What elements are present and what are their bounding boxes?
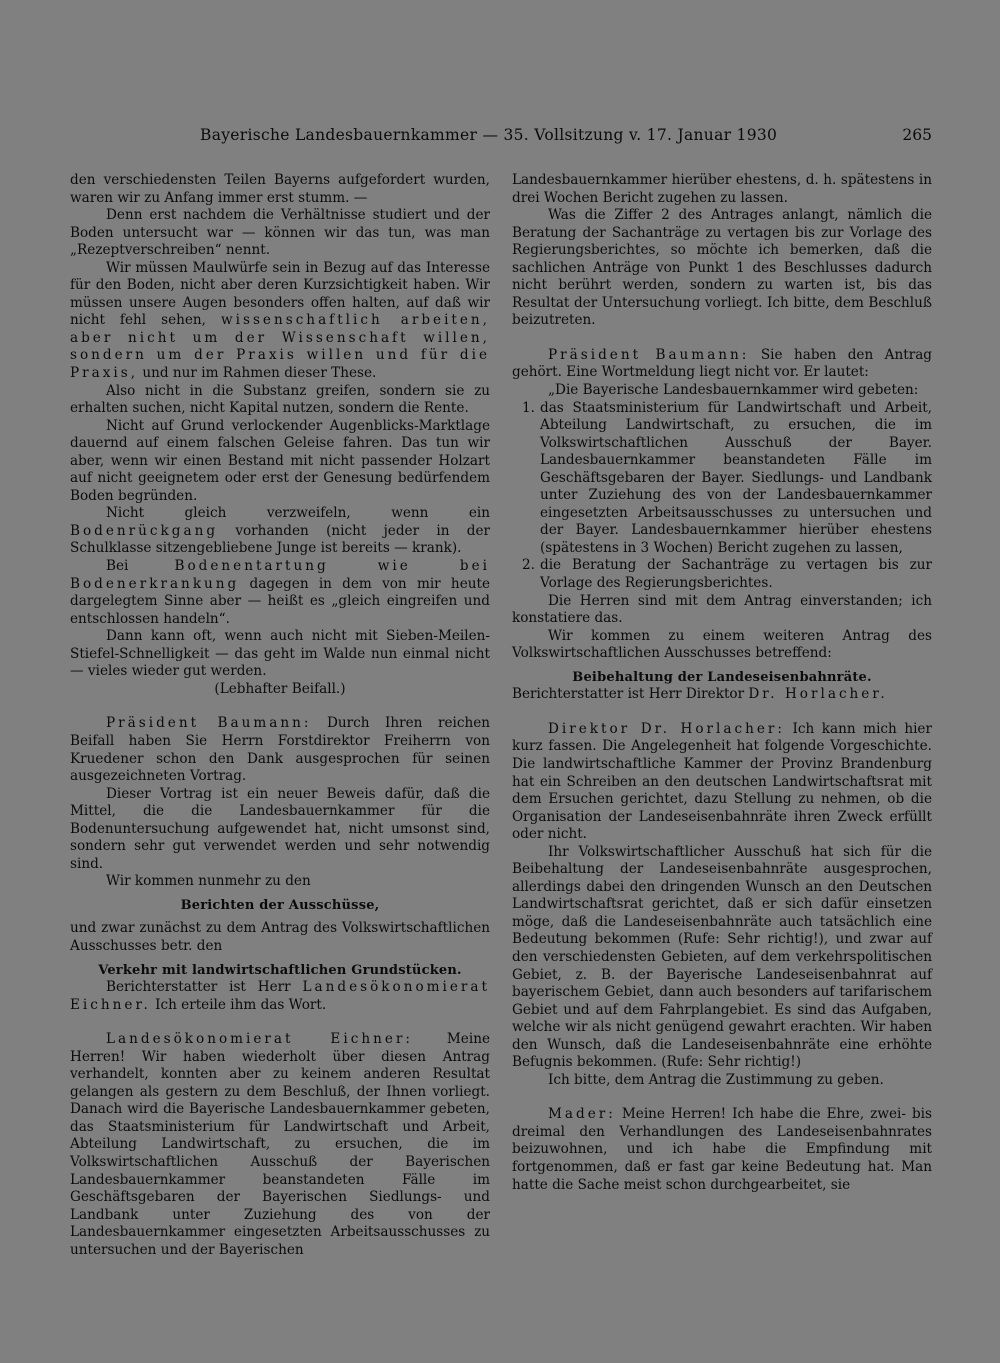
page-header <box>70 126 932 150</box>
paragraph <box>70 260 490 383</box>
paragraph: Landesbauernkammer hierüber ehestens, d. h. spätestens in drei Wochen Bericht zugehen zu lassen. <box>512 172 932 206</box>
section-heading: Berichten der Ausschüsse, <box>180 897 380 913</box>
applause-note: (Lebhafter Beifall.) <box>214 680 346 697</box>
quote-intro: „Die Bayerische Landesbauernkammer wird gebeten: <box>548 382 919 399</box>
text-run: Sie haben den Antrag gehört. Eine Wortmeldung liegt nicht vor. Er lautet: <box>512 346 932 381</box>
text-run: dagegen in dem von mir heute dargelegtem Sinne aber — heißt es „gleich eingreifen und entschlossen handeln“. <box>70 575 490 627</box>
speaker-name: Präsident Baumann: <box>548 346 750 363</box>
list-item <box>512 557 932 592</box>
spacer <box>70 1014 490 1031</box>
paragraph <box>70 1031 490 1259</box>
list-number: 2. <box>522 557 535 574</box>
list-text: das Staatsministerium für Landwirtschaft und Arbeit, Abteilung Landwirtschaft, zu ersuchen, die im Volkswirtschaftlichen Ausschuß der Bayer. Landesbauernkammer beanstandeten Fälle im Geschäftsgebaren der Bayer. Siedlungs- und Landbank unter Zuziehung des von der Landesbauernkammer eingesetzten Arbeitsausschusses zu untersuchen und der Bayer. Landesbauernkammer hierüber ehestens (spätestens in 3 Wochen) Bericht zugehen zu lassen, <box>540 399 932 556</box>
speaker-name: Landesökonomierat Eichner: <box>106 1031 413 1048</box>
text-run: Durch Ihren reichen Beifall haben Sie Herrn Forstdirektor Freiherrn von Kruedener schon den Dank ausgesprochen für seinen ausgezeichneten Vortrag. <box>70 715 490 785</box>
section-heading: Verkehr mit landwirtschaftlichen Grundstücken. <box>98 962 462 978</box>
list-text: die Beratung der Sachanträge zu vertagen bis zur Vorlage des Regierungsberichtes. <box>540 557 932 592</box>
paragraph <box>70 558 490 628</box>
spaced-emphasis: wissenschaftlich arbeiten, aber nicht um der Wissenschaft willen, sondern um der Praxis willen und für die Praxis, <box>70 312 490 382</box>
paragraph: den verschiedensten Teilen Bayerns aufgefordert wurden, waren wir zu Anfang immer erst stumm. — <box>70 172 490 206</box>
spacer <box>512 1089 932 1106</box>
paragraph <box>512 347 932 382</box>
text-run: und nur im Rahmen dieser These. <box>138 365 377 382</box>
list-item <box>512 400 932 558</box>
text-run: Berichterstatter ist Herr <box>106 979 303 996</box>
running-title: Bayerische Landesbauernkammer — 35. Vollsitzung v. 17. Januar 1930 <box>200 126 778 144</box>
left-column <box>70 172 490 1259</box>
spacer <box>512 330 932 347</box>
paragraph: Denn erst nachdem die Verhältnisse studiert und der Boden untersucht war — können wir das tun, was man „Rezeptverschreiben“ nennt. <box>70 207 490 259</box>
text-run: vorhanden (nicht jeder in der Schulklasse sitzengebliebene Junge ist bereits — krank). <box>70 522 490 557</box>
paragraph <box>70 505 490 558</box>
text-run: Berichterstatter ist Herr Direktor <box>512 686 749 703</box>
resolution-list <box>512 400 932 593</box>
text-run: Ich erteile ihm das Wort. <box>150 996 327 1013</box>
paragraph: Also nicht in die Substanz greifen, sondern sie zu erhalten suchen, nicht Kapital nutzen, sondern die Rente. <box>70 382 490 417</box>
paragraph <box>70 979 490 1014</box>
paragraph: Wir kommen nunmehr zu den <box>106 873 311 890</box>
text-run: Bei <box>106 558 175 575</box>
paragraph <box>512 1106 932 1194</box>
right-column <box>512 172 932 1194</box>
paragraph <box>512 721 932 844</box>
paragraph: Wir kommen zu einem weiteren Antrag des Volkswirtschaftlichen Ausschusses betreffend: <box>512 627 932 662</box>
paragraph: Die Herren sind mit dem Antrag einverstanden; ich konstatiere das. <box>512 592 932 627</box>
spaced-emphasis: Bodenentartung wie bei Bodenerkrankung <box>70 558 491 592</box>
paragraph: Nicht auf Grund verlockender Augenblicks-Marktlage dauernd auf einem falschen Geleise fahren. Das tun wir aber, wenn wir einen Bestand mit nicht passender Holzart auf nicht geeignetem oder erst der Genesung bedürfendem Boden begründen. <box>70 417 490 504</box>
spacer <box>70 698 490 715</box>
paragraph: und zwar zunächst zu dem Antrag des Volkswirtschaftlichen Ausschusses betr. den <box>70 920 490 954</box>
paragraph: Was die Ziffer 2 des Antrages anlangt, nämlich die Beratung der Sachanträge zu vertagen bis zur Vorlage des Regierungsberichtes, so möchte ich bemerken, daß die sachlichen Anträge von Punkt 1 des Beschlusses dadurch nicht berührt werden, sondern zu warten ist, bis das Resultat der Untersuchung vorliegt. Ich bitte, dem Beschluß beizutreten. <box>512 207 932 329</box>
text-run: Nicht gleich verzweifeln, wenn ein <box>106 505 490 522</box>
spaced-emphasis: Landesökonomierat Eichner. <box>70 979 490 1013</box>
speaker-name: Direktor Dr. Horlacher: <box>548 720 785 737</box>
page-number: 265 <box>902 126 932 144</box>
spaced-emphasis: Bodenrückgang <box>70 522 219 539</box>
text-run: Meine Herren! Wir haben wiederholt über diesen Antrag verhandelt, konnten aber zu keinem anderen Resultat gelangen als gestern zu dem Beschluß, der Ihnen vorliegt. Danach wird die Bayerische Landesbauernkammer gebeten, das Staatsministerium für Landwirtschaft und Arbeit, Abteilung Landwirtschaft, zu ersuchen, die im Volkswirtschaftlichen Ausschuß der Bayerischen Landesbauernkammer beanstandeten Fälle im Geschäftsgebaren der Bayerischen Siedlungs- und Landbank unter Zuziehung des von der Landesbauernkammer eingesetzten Arbeitsausschusses zu untersuchen und der Bayerischen <box>70 1031 490 1258</box>
section-heading: Beibehaltung der Landeseisenbahnräte. <box>572 669 872 685</box>
text-run: Meine Herren! Ich habe die Ehre, zwei- bis dreimal den Verhandlungen des Landeseisenbahnrates beizuwohnen, und ich habe die Empfindung mit fortgenommen, daß er fast gar keine Bedeutung hat. Man hatte die Sache meist schon durchgearbeitet, sie <box>512 1106 932 1193</box>
paragraph: Dieser Vortrag ist ein neuer Beweis dafür, daß die Mittel, die die Landesbauernkammer für die Bodenuntersuchung aufgewendet hat, nicht umsonst sind, sondern sehr gut verwendet werden und sehr notwendig sind. <box>70 785 490 872</box>
paragraph <box>512 686 932 704</box>
speaker-name: Mader: <box>548 1106 616 1123</box>
list-number: 1. <box>522 399 535 416</box>
paragraph: Ich bitte, dem Antrag die Zustimmung zu geben. <box>548 1071 884 1088</box>
text-run: Ich kann mich hier kurz fassen. Die Angelegenheit hat folgende Vorgeschichte. Die landwirtschaftliche Kammer der Provinz Brandenburg hat ein Schreiben an den deutschen Landwirtschaftsrat mit dem Ersuchen gerichtet, dazu Stellung zu nehmen, ob die Organisation der Landeseisenbahnräte ihren Zweck erfüllt oder nicht. <box>512 720 932 843</box>
paragraph: Dann kann oft, wenn auch nicht mit Sieben-Meilen-Stiefel-Schnelligkeit — das geht im Walde nun einmal nicht — vieles wieder gut werden. <box>70 628 490 680</box>
paragraph <box>70 715 490 785</box>
text-run: Wir müssen Maulwürfe sein in Bezug auf das Interesse für den Boden, nicht aber deren Kurzsichtigkeit haben. Wir müssen unsere Augen besonders offen halten, auf daß wir nicht fehl sehen, <box>70 259 490 329</box>
spaced-emphasis: Dr. Horlacher. <box>748 686 888 703</box>
spacer <box>512 704 932 721</box>
speaker-name: Präsident Baumann: <box>106 715 312 732</box>
paragraph: Ihr Volkswirtschaftlicher Ausschuß hat sich für die Beibehaltung der Landeseisenbahnräte ausgesprochen, allerdings dabei den dringenden Wunsch an den Deutschen Landwirtschaftsrat gerichtet, daß er sich dafür einsetzen möge, daß die Landeseisenbahnräte auch tatsächlich eine Bedeutung bekommen (Rufe: Sehr richtig!), und zwar auf den verschiedensten Gebieten, auf dem verkehrspolitischen Gebiet, z. B. der Bayerische Landeseisenbahnrat auf bayerischem Gebiet, dann auch besonders auf tarifarischem Gebiet und auf dem Fahrplangebiet. Es sind das Aufgaben, welche wir als nicht genügend gewahrt erachten. Wir haben den Wunsch, daß die Landeseisenbahnräte eine erhöhte Befugnis bekommen. (Rufe: Sehr richtig!) <box>512 843 932 1071</box>
